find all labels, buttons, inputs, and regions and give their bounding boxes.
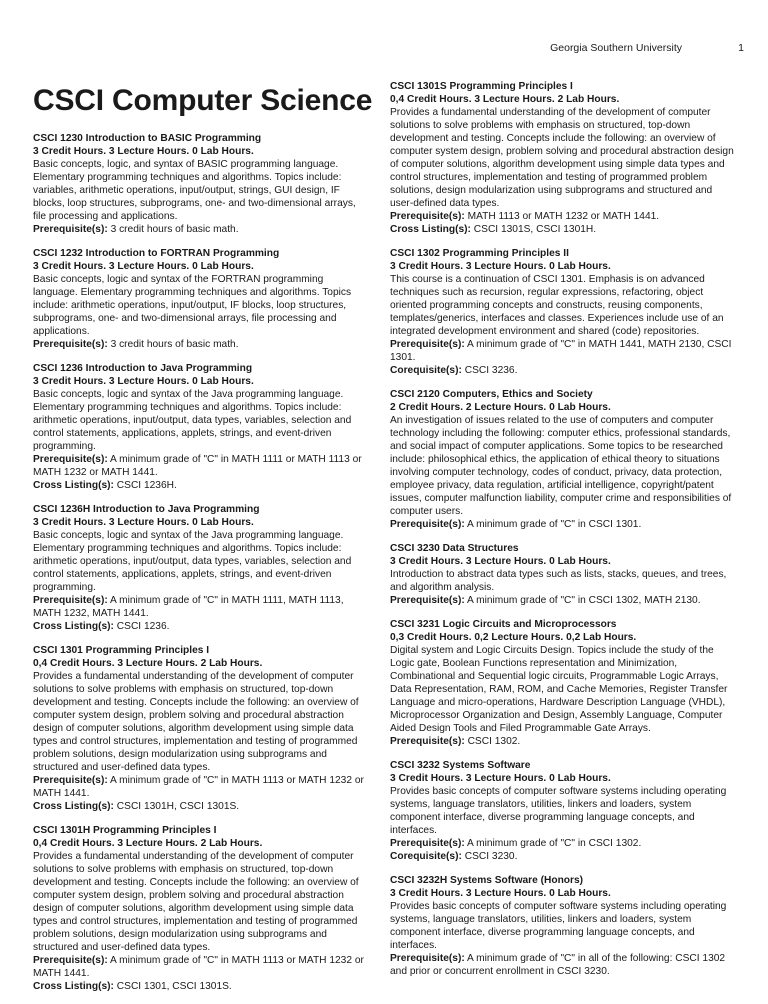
prerequisites-value: A minimum grade of "C" in all of the following: CSCI 1302 and prior or concurrent enrollment in CSCI 3230. (390, 953, 726, 977)
course-hours: 0,4 Credit Hours. 3 Lecture Hours. 2 Lab Hours. (390, 94, 620, 105)
corequisites-line (390, 850, 736, 863)
page-title: CSCI Computer Science (33, 84, 373, 117)
course-entry (390, 874, 736, 978)
cross-listing-label: Cross Listing(s): (33, 480, 114, 491)
corequisites-value: CSCI 3236. (464, 365, 518, 376)
course-entry (390, 759, 736, 863)
prerequisites-label: Prerequisite(s): (390, 519, 465, 530)
course-description: Provides basic concepts of computer software systems including operating systems, language translators, utilities, linkers and loaders, system component interface, diverse programming language concepts, and interfaces. (390, 901, 727, 951)
prerequisites-line (390, 210, 736, 223)
course-entry (390, 542, 736, 607)
cross-listing-label: Cross Listing(s): (33, 801, 114, 812)
course-description: Provides basic concepts of computer software systems including operating systems, language translators, utilities, linkers and loaders, system component interface, diverse programming language concepts, and interfaces. (390, 786, 727, 836)
cross-listing-line (33, 980, 367, 993)
prerequisites-line (390, 518, 736, 531)
cross-listing-label: Cross Listing(s): (33, 621, 114, 632)
course-hours: 2 Credit Hours. 2 Lecture Hours. 0 Lab Hours. (390, 402, 611, 413)
cross-listing-value: CSCI 1301, CSCI 1301S. (116, 981, 232, 992)
course-title: CSCI 1236 Introduction to Java Programming (33, 363, 253, 374)
course-hours: 3 Credit Hours. 3 Lecture Hours. 0 Lab Hours. (390, 773, 611, 784)
course-entry (390, 618, 736, 748)
course-hours: 0,3 Credit Hours. 0,2 Lecture Hours. 0,2 Lab Hours. (390, 632, 637, 643)
prerequisites-line (390, 594, 736, 607)
course-hours: 3 Credit Hours. 3 Lecture Hours. 0 Lab Hours. (390, 261, 611, 272)
cross-listing-value: CSCI 1236. (116, 621, 170, 632)
course-hours: 3 Credit Hours. 3 Lecture Hours. 0 Lab Hours. (390, 556, 611, 567)
corequisites-value: CSCI 3230. (464, 851, 518, 862)
course-hours: 0,4 Credit Hours. 3 Lecture Hours. 2 Lab Hours. (33, 838, 263, 849)
corequisites-line (390, 364, 736, 377)
course-entry (390, 80, 736, 236)
course-title: CSCI 3231 Logic Circuits and Microprocessors (390, 619, 617, 630)
cross-listing-value: CSCI 1301H, CSCI 1301S. (116, 801, 240, 812)
prerequisites-label: Prerequisite(s): (33, 595, 108, 606)
prerequisites-value: A minimum grade of "C" in MATH 1113 or MATH 1232 or MATH 1441. (33, 775, 364, 799)
course-hours: 3 Credit Hours. 3 Lecture Hours. 0 Lab Hours. (390, 888, 611, 899)
course-description: An investigation of issues related to the use of computers and computer technology including the following: computer ethics, professional standards, and social impact of computer applications. Some topics to be researched include: philosophical ethics, the application of ethical theory to situations involving computer technology, codes of conduct, privacy, data protection, employee privacy, data regulation, artificial intelligence, copyright/patent issues, computer malfunction liability, computer crime and responsibilities of computer users. (390, 415, 732, 517)
prerequisites-line (33, 453, 367, 479)
course-description: Provides a fundamental understanding of the development of computer solutions to solve problems with emphasis on structured, top-down development and testing. Concepts include the following: an overview of computer system design, problem solving and procedural abstraction design of computer solutions, algorithm development using simple data types and control structures, implementation and testing of programmed problem solutions, design modularization using subprograms and structured and user-defined data types. (33, 671, 359, 773)
course-title: CSCI 1232 Introduction to FORTRAN Programming (33, 248, 280, 259)
course-hours: 3 Credit Hours. 3 Lecture Hours. 0 Lab Hours. (33, 517, 254, 528)
course-entry (33, 503, 367, 633)
prerequisites-value: CSCI 1302. (467, 736, 521, 747)
prerequisites-label: Prerequisite(s): (33, 775, 108, 786)
prerequisites-label: Prerequisite(s): (390, 339, 465, 350)
prerequisites-label: Prerequisite(s): (390, 838, 465, 849)
course-description: Provides a fundamental understanding of the development of computer solutions to solve problems with emphasis on structured, top-down development and testing. Concepts include the following: an overview of computer system design, problem solving and procedural abstraction design of computer solutions, algorithm development using simple data types and control structures, implementation and testing of programmed problem solutions, design modularization using subprograms and structured and user-defined data types. (33, 851, 359, 953)
cross-listing-label: Cross Listing(s): (390, 224, 471, 235)
course-entry (33, 247, 367, 351)
course-description: Basic concepts, logic and syntax of the Java programming language. Elementary programming techniques and algorithms. Topics include: arithmetic operations, input/output, data types, variables, selection and control statements, applications, applets, strings, and event-driven programming. (33, 530, 352, 593)
prerequisites-line (390, 735, 736, 748)
course-entry (33, 824, 367, 993)
prerequisites-value: MATH 1113 or MATH 1232 or MATH 1441. (467, 211, 660, 222)
prerequisites-label: Prerequisite(s): (390, 595, 465, 606)
course-description: Basic concepts, logic and syntax of the Java programming language. Elementary programming techniques and algorithms. Topics include: arithmetic operations, input/output, data types, variables, selection and control statements, applications, applets, strings, and event-driven programming. (33, 389, 352, 452)
prerequisites-value: A minimum grade of "C" in MATH 1111 or MATH 1113 or MATH 1232 or MATH 1441. (33, 454, 362, 478)
page-number: 1 (738, 42, 744, 54)
course-entry (390, 388, 736, 531)
course-hours: 3 Credit Hours. 3 Lecture Hours. 0 Lab Hours. (33, 146, 254, 157)
prerequisites-label: Prerequisite(s): (390, 211, 465, 222)
prerequisites-line (390, 837, 736, 850)
course-description: This course is a continuation of CSCI 1301. Emphasis is on advanced techniques such as recursion, regular expressions, refactoring, object oriented programming concepts and constructs, reusing components, templates/generics, interfaces and classes. Experiences include use of an integrated development environment and shared (code) repositories. (390, 274, 724, 337)
prerequisites-value: A minimum grade of "C" in MATH 1111, MATH 1113, MATH 1232, MATH 1441. (33, 595, 344, 619)
corequisites-label: Corequisite(s): (390, 365, 462, 376)
course-title: CSCI 1301H Programming Principles I (33, 825, 217, 836)
prerequisites-line (33, 338, 367, 351)
cross-listing-label: Cross Listing(s): (33, 981, 114, 992)
course-description: Provides a fundamental understanding of the development of computer solutions to solve problems with emphasis on structured, top-down development and testing. Concepts include the following: an overview of computer system design, problem solving and procedural abstraction design of computer solutions, algorithm development using simple data types and control structures, implementation and testing of programmed problem solutions, design modularization using subprograms and structured and user-defined data types. (390, 107, 734, 209)
course-entry (33, 362, 367, 492)
course-hours: 0,4 Credit Hours. 3 Lecture Hours. 2 Lab Hours. (33, 658, 263, 669)
course-title: CSCI 1302 Programming Principles II (390, 248, 569, 259)
right-column (390, 80, 736, 989)
cross-listing-value: CSCI 1301S, CSCI 1301H. (473, 224, 597, 235)
course-title: CSCI 1301 Programming Principles I (33, 645, 210, 656)
cross-listing-line (390, 223, 736, 236)
left-column (33, 132, 367, 1004)
course-hours: 3 Credit Hours. 3 Lecture Hours. 0 Lab Hours. (33, 261, 254, 272)
course-title: CSCI 2120 Computers, Ethics and Society (390, 389, 593, 400)
course-entry (33, 644, 367, 813)
university-name: Georgia Southern University (550, 42, 682, 54)
course-description: Basic concepts, logic, and syntax of BASIC programming language. Elementary programming techniques and algorithms. Topics include: variables, arithmetic operations, input/output, strings, GUI design, IF blocks, loop structures, subprograms, one- and two-dimensional arrays, file processing and applications. (33, 159, 356, 222)
prerequisites-label: Prerequisite(s): (33, 224, 108, 235)
prerequisites-value: A minimum grade of "C" in MATH 1441, MATH 2130, CSCI 1301. (390, 339, 732, 363)
running-header (0, 42, 768, 56)
prerequisites-label: Prerequisite(s): (390, 736, 465, 747)
prerequisites-value: 3 credit hours of basic math. (110, 339, 239, 350)
course-title: CSCI 3230 Data Structures (390, 543, 519, 554)
prerequisites-value: A minimum grade of "C" in MATH 1113 or MATH 1232 or MATH 1441. (33, 955, 364, 979)
course-title: CSCI 3232H Systems Software (Honors) (390, 875, 584, 886)
course-description: Introduction to abstract data types such as lists, stacks, queues, and trees, and algorithm analysis. (390, 569, 727, 593)
course-hours: 3 Credit Hours. 3 Lecture Hours. 0 Lab Hours. (33, 376, 254, 387)
prerequisites-label: Prerequisite(s): (33, 454, 108, 465)
prerequisites-line (33, 594, 367, 620)
prerequisites-label: Prerequisite(s): (33, 955, 108, 966)
cross-listing-line (33, 620, 367, 633)
prerequisites-line (33, 954, 367, 980)
prerequisites-line (390, 952, 736, 978)
prerequisites-value: A minimum grade of "C" in CSCI 1302. (467, 838, 642, 849)
cross-listing-value: CSCI 1236H. (116, 480, 177, 491)
prerequisites-value: A minimum grade of "C" in CSCI 1301. (467, 519, 642, 530)
course-title: CSCI 1236H Introduction to Java Programming (33, 504, 260, 515)
course-entry (390, 247, 736, 377)
course-description: Digital system and Logic Circuits Design. Topics include the study of the Logic gate, Boolean Functions representation and Minimization, Combinational and Sequential logic circuits, Programmable Logic Arrays, Data Representation, RAM, ROM, and Cache Memories, Register Transfer Language and micro-operations, Hardware Description Language (VHDL), Microprocessor Organization and Design, Assembly Language, Computer Aided Design Tools and Filed Programmable Gate Arrays. (390, 645, 728, 734)
course-entry (33, 132, 367, 236)
course-title: CSCI 3232 Systems Software (390, 760, 531, 771)
prerequisites-line (390, 338, 736, 364)
prerequisites-line (33, 774, 367, 800)
course-title: CSCI 1301S Programming Principles I (390, 81, 573, 92)
prerequisites-value: A minimum grade of "C" in CSCI 1302, MATH 2130. (467, 595, 701, 606)
prerequisites-label: Prerequisite(s): (390, 953, 465, 964)
cross-listing-line (33, 479, 367, 492)
prerequisites-value: 3 credit hours of basic math. (110, 224, 239, 235)
cross-listing-line (33, 800, 367, 813)
course-title: CSCI 1230 Introduction to BASIC Programming (33, 133, 262, 144)
prerequisites-line (33, 223, 367, 236)
prerequisites-label: Prerequisite(s): (33, 339, 108, 350)
corequisites-label: Corequisite(s): (390, 851, 462, 862)
course-description: Basic concepts, logic and syntax of the FORTRAN programming language. Elementary programming techniques and algorithms. Topics include: arithmetic operations, input/output, IF blocks, loop structures, subprograms, one- and two-dimensional arrays, file processing and applications. (33, 274, 352, 337)
